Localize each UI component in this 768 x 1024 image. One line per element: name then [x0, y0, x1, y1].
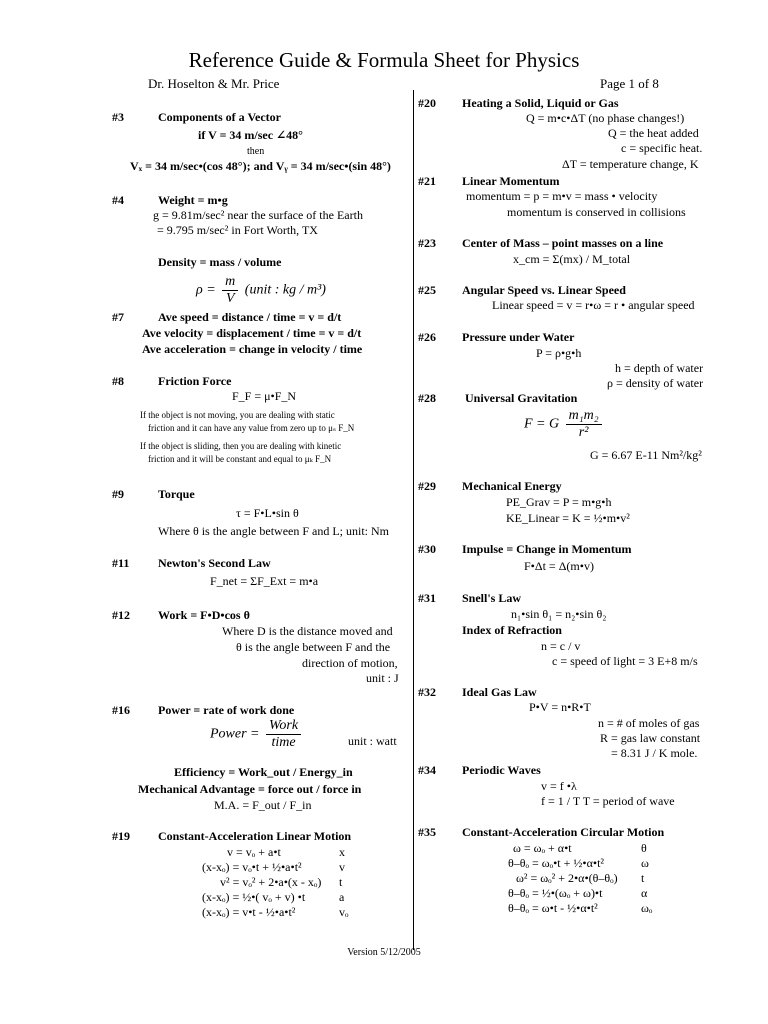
text-line: friction and it will be constant and equal to μₖ F_N — [148, 454, 332, 464]
section-heading: Universal Gravitation — [465, 391, 578, 405]
section-heading: Friction Force — [158, 374, 232, 388]
formula-line: Ave acceleration = change in velocity / time — [142, 342, 363, 356]
section-number: #9 — [112, 487, 124, 501]
fraction: $\frac{\text{Work}}{\text{time}}$ — [266, 718, 301, 751]
formula-line: P•V = n•R•T — [529, 700, 591, 714]
text-line: n = # of moles of gas — [598, 716, 700, 730]
text-line: = 9.795 m/sec² in Fort Worth, TX — [157, 223, 318, 237]
section-number: #7 — [112, 310, 124, 324]
text-line: θ is the angle between F and the — [236, 640, 391, 654]
section-heading: Impulse = Change in Momentum — [462, 542, 632, 556]
text-line: R = gas law constant — [600, 731, 701, 745]
constant-line: G = 6.67 E-11 Nm²/kg² — [590, 448, 702, 462]
formula-line: v = f •λ — [541, 779, 577, 793]
section-number: #11 — [112, 556, 130, 570]
section-heading: Periodic Waves — [462, 763, 541, 777]
equation-row: θ–θₒ = ωₒ•t + ½•α•t² ω — [508, 856, 649, 870]
formula-line: Ave velocity = displacement / time = v = d/t — [142, 326, 362, 340]
section-heading: Mechanical Energy — [462, 479, 562, 493]
section-heading: Angular Speed vs. Linear Speed — [462, 283, 626, 297]
text-line: direction of motion, — [302, 656, 398, 670]
formula-line: F_F = μ•F_N — [232, 389, 297, 403]
gravitation-formula: F = G $\frac{\text{m₁m₂}}{\text{r²}}$ — [524, 408, 605, 441]
formula-line: if V = 34 m/sec ∠48° — [198, 128, 303, 142]
equation-row: v = vₒ + a•t x — [227, 845, 345, 859]
section-number: #3 — [112, 110, 124, 124]
section-heading: Newton's Second Law — [158, 556, 271, 570]
density-formula — [196, 274, 326, 307]
equation-row: θ–θₒ = ½•(ωₒ + ω)•t α — [508, 886, 648, 900]
section-number: #16 — [112, 703, 130, 717]
formula-line: momentum = p = m•v = mass • velocity — [466, 189, 658, 203]
equation-row: (x-xₒ) = ½•( vₒ + v) •t a — [202, 890, 345, 904]
formula-line: n₁•sin θ₁ = n₂•sin θ₂ — [511, 607, 607, 621]
unit-label: unit : watt — [348, 734, 397, 748]
equation-row: (x-xₒ) = v•t - ½•a•t² vₒ — [202, 905, 349, 919]
section-number: #20 — [418, 96, 436, 110]
authors: Dr. Hoselton & Mr. Price — [148, 76, 280, 91]
section-number: #35 — [418, 825, 436, 839]
section-heading: Constant-Acceleration Circular Motion — [462, 825, 665, 839]
formula-line: PE_Grav = P = m•g•h — [506, 495, 612, 509]
text-line: momentum is conserved in collisions — [507, 205, 686, 219]
section-heading: Snell's Law — [462, 591, 522, 605]
equation-row: θ–θₒ = ω•t - ½•α•t² ωₒ — [508, 901, 653, 915]
section-number: #12 — [112, 608, 130, 622]
section-number: #28 — [418, 391, 436, 405]
text-line: Q = the heat added — [608, 126, 699, 140]
power-formula — [210, 718, 304, 751]
text-line: Where D is the distance moved and — [222, 624, 393, 638]
text-line: h = depth of water — [615, 361, 704, 375]
section-heading: Constant-Acceleration Linear Motion — [158, 829, 352, 843]
page-title: Reference Guide & Formula Sheet for Physics — [188, 48, 580, 72]
formula-line: x_cm = Σ(mx) / M_total — [513, 252, 631, 266]
unit-label: (unit : kg / m³) — [244, 282, 326, 298]
text-line: ΔT = temperature change, K — [562, 157, 699, 171]
formula-line: M.A. = F_out / F_in — [214, 798, 312, 812]
section-number: #31 — [418, 591, 436, 605]
equation-row: v² = vₒ² + 2•a•(x - xₒ) t — [220, 875, 343, 889]
section-number: #25 — [418, 283, 436, 297]
text-line: friction and it can have any value from zero up to μₛ F_N — [148, 423, 355, 433]
section-heading: Weight = m•g — [158, 193, 228, 207]
formula-line: Linear speed = v = r•ω = r • angular speed — [492, 298, 695, 312]
text-line: Where θ is the angle between F and L; unit: Nm — [158, 524, 390, 538]
text-line: If the object is sliding, then you are dealing with kinetic — [140, 441, 342, 451]
text-line: c = speed of light = 3 E+8 m/s — [552, 654, 698, 668]
section-heading: Work = F•D•cos θ — [158, 608, 250, 622]
equation-row: ω = ωₒ + α•t θ — [513, 841, 647, 855]
fraction: $\frac{\text{m₁m₂}}{\text{r²}}$ — [566, 408, 602, 441]
section-heading: Index of Refraction — [462, 623, 562, 637]
section-number: #4 — [112, 193, 124, 207]
section-heading: Density = mass / volume — [158, 255, 282, 269]
column-divider — [413, 90, 414, 950]
equation-row: ω² = ωₒ² + 2•α•(θ–θₒ) t — [516, 871, 645, 885]
section-heading: Heating a Solid, Liquid or Gas — [462, 96, 619, 110]
section-number: #21 — [418, 174, 436, 188]
section-heading: Pressure under Water — [462, 330, 575, 344]
section-heading: Ideal Gas Law — [462, 685, 537, 699]
formula-line: Q = m•c•ΔT (no phase changes!) — [526, 111, 685, 125]
section-number: #30 — [418, 542, 436, 556]
fraction: $\frac{m}{V}$ — [222, 274, 238, 307]
formula-line: Efficiency = Work_out / Energy_in — [174, 765, 353, 779]
rho-symbol: ρ = — [196, 282, 216, 298]
equation-list — [508, 841, 708, 916]
section-heading: Torque — [158, 487, 195, 501]
text-line: unit : J — [366, 671, 399, 685]
section-number: #26 — [418, 330, 436, 344]
formula-line: F•Δt = Δ(m•v) — [524, 559, 594, 573]
text-line: c = specific heat. — [621, 141, 703, 155]
formula-line: Mechanical Advantage = force out / force in — [138, 782, 362, 796]
formula-line: Ave speed = distance / time = v = d/t — [158, 310, 342, 324]
formula-line: Vₓ = 34 m/sec•(cos 48°); and Vᵧ = 34 m/sec•(sin 48°) — [130, 159, 391, 173]
text-line: = 8.31 J / K mole. — [611, 746, 698, 760]
section-heading: Linear Momentum — [462, 174, 560, 188]
text-line: ρ = density of water — [607, 376, 704, 390]
section-number: #23 — [418, 236, 436, 250]
section-number: #29 — [418, 479, 436, 493]
section-number: #8 — [112, 374, 124, 388]
section-number: #34 — [418, 763, 436, 777]
text-line: then — [247, 146, 265, 157]
section-heading: Power = rate of work done — [158, 703, 295, 717]
formula-line: P = ρ•g•h — [536, 346, 582, 360]
equation-row: (x-xₒ) = vₒ•t + ½•a•t² v — [202, 860, 345, 874]
formula-line: τ = F•L•sin θ — [236, 506, 299, 520]
section-heading: Components of a Vector — [158, 110, 281, 124]
page-number: Page 1 of 8 — [600, 76, 659, 91]
formula-line: F_net = ΣF_Ext = m•a — [210, 574, 319, 588]
version-footer: Version 5/12/2005 — [347, 947, 421, 958]
section-number: #19 — [112, 829, 130, 843]
equation-list — [202, 845, 405, 920]
formula-line: n = c / v — [541, 639, 581, 653]
text-line: g = 9.81m/sec² near the surface of the Earth — [153, 208, 363, 222]
section-number: #32 — [418, 685, 436, 699]
section-heading: Center of Mass – point masses on a line — [462, 236, 664, 250]
power-label: Power = — [210, 726, 260, 742]
formula-line: KE_Linear = K = ½•m•v² — [506, 511, 630, 525]
formula-line: f = 1 / T T = period of wave — [541, 794, 675, 808]
text-line: If the object is not moving, you are dealing with static — [140, 410, 335, 420]
